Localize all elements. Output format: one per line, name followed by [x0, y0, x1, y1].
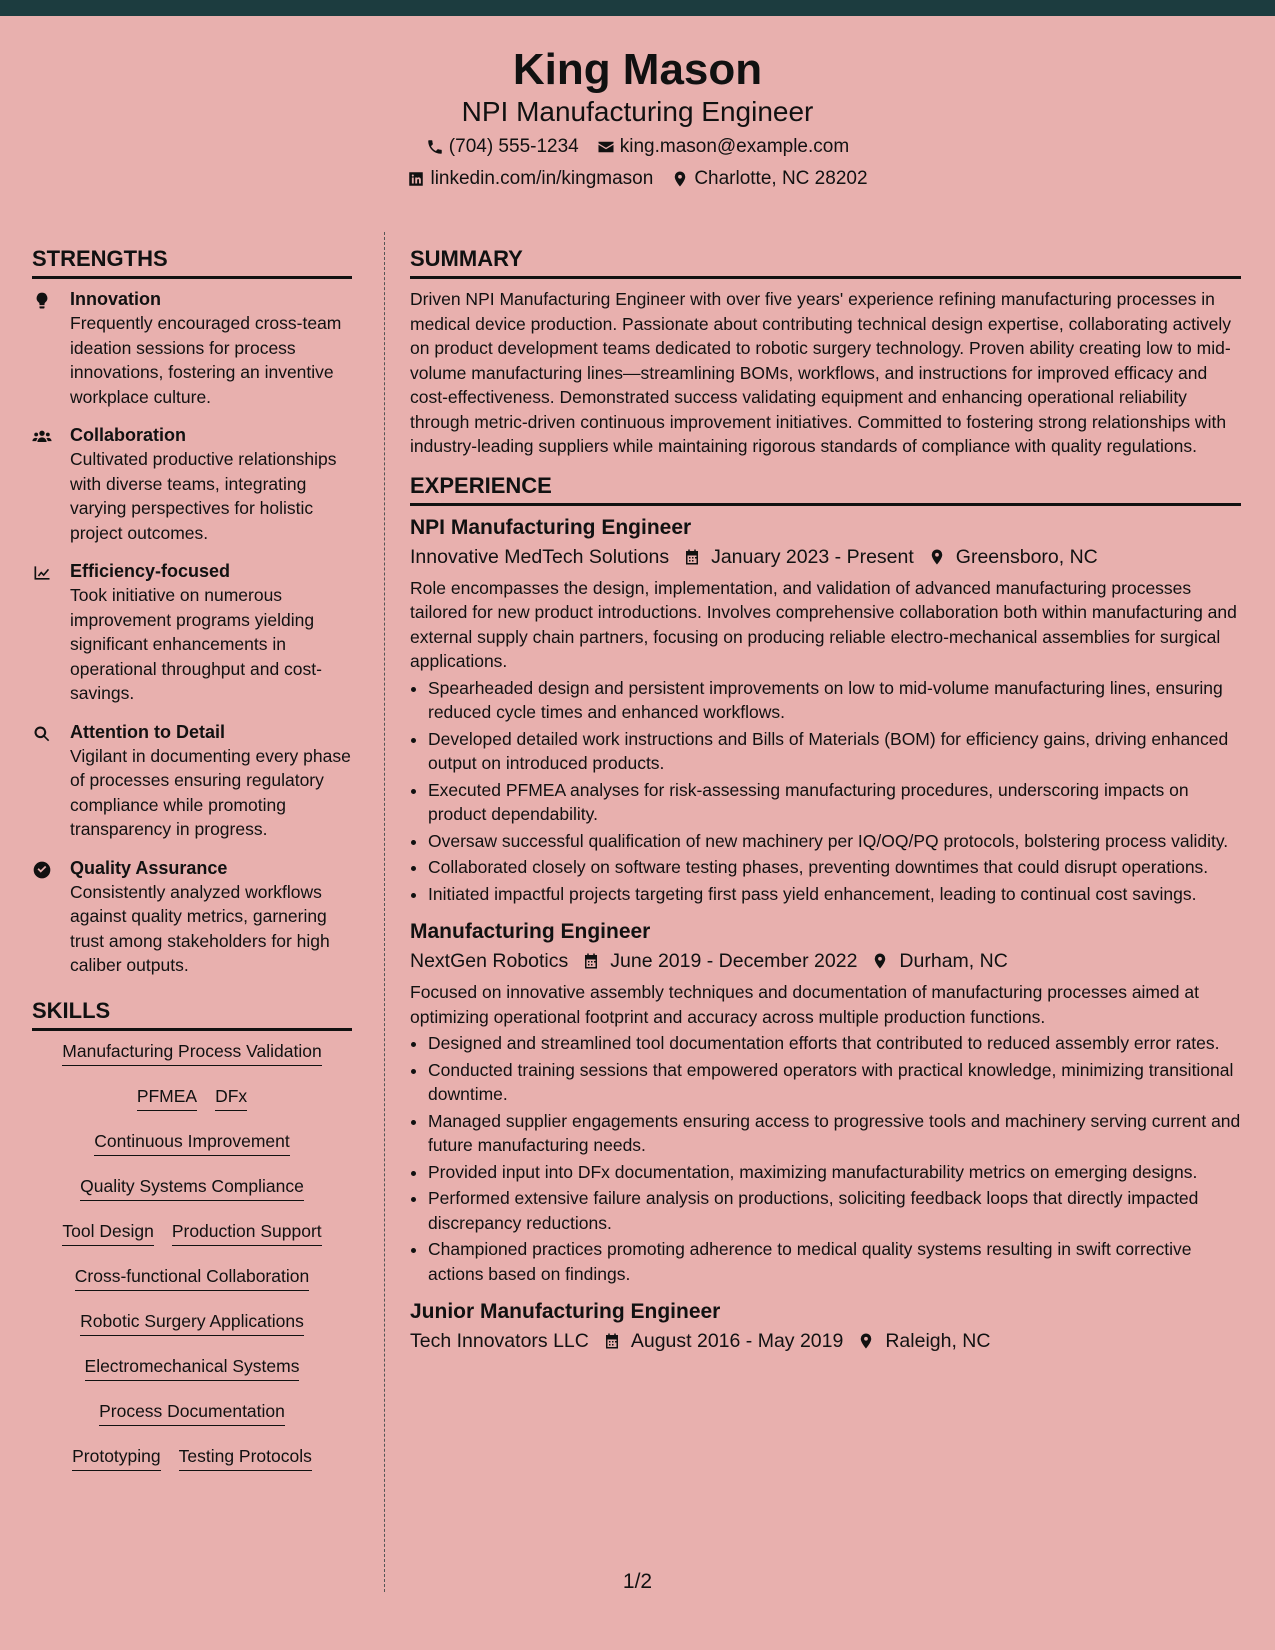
job-bullets	[410, 676, 1241, 907]
calendar-icon	[683, 548, 701, 566]
job-location	[928, 542, 1098, 572]
strength-description: Cultivated productive relationships with diverse teams, integrating varying perspectives for holistic project outcomes.	[70, 449, 337, 543]
strength-item	[32, 287, 352, 409]
skills-heading: SKILLS	[32, 996, 352, 1031]
lightbulb-icon	[32, 291, 52, 311]
date-range: June 2019 - December 2022	[610, 950, 858, 972]
job-description: Role encompasses the design, implementation, and validation of advanced manufacturing processes tailored for new product introductions. Involves comprehensive collaboration both within manufacturing and external supply chain partners, focusing on producing reliable electro-mechanical assemblies for surgical applications.	[410, 577, 1237, 671]
skill-tag: Production Support	[172, 1219, 322, 1246]
company-name: Tech Innovators LLC	[410, 1330, 589, 1352]
phone-number: (704) 555-1234	[448, 136, 579, 157]
skill-row	[32, 1219, 352, 1264]
experience-heading: EXPERIENCE	[410, 471, 1241, 506]
skill-row	[32, 1399, 352, 1444]
skill-row	[32, 1174, 352, 1219]
summary-text: Driven NPI Manufacturing Engineer with over five years' experience refining manufacturing processes in medical device production. Passionate about contributing technical design expertise, collaborating actively on product development teams dedicated to robotic surgery technology. Proven ability creating low to mid-volume manufacturing lines—streamlining BOMs, workflows, and instructions for improved efficacy and cost-effectiveness. Demonstrated success validating equipment and enhancing operational reliability through metric-driven continuous improvement initiatives. Committed to fostering strong relationships with industry-leading suppliers while maintaining rigorous standards of compliance with quality regulations.	[410, 289, 1232, 456]
strength-item	[32, 856, 352, 978]
skill-tag: Testing Protocols	[179, 1444, 312, 1471]
job-meta	[410, 1326, 1241, 1356]
job-title: NPI Manufacturing Engineer	[410, 515, 692, 539]
skill-row	[32, 1084, 352, 1129]
location-text: Greensboro, NC	[955, 545, 1098, 568]
bullet-item: • Performed extensive failure analysis on productions, soliciting feedback loops that directly impacted discrepancy reductions.	[428, 1186, 1241, 1235]
date-range: January 2023 - Present	[711, 545, 914, 568]
skill-tag: Robotic Surgery Applications	[80, 1309, 304, 1336]
skill-tag: DFx	[215, 1084, 247, 1111]
bullet-item: • Championed practices promoting adherence to medical quality systems resulting in swift corrective actions based on findings.	[428, 1237, 1241, 1286]
location-contact	[671, 166, 867, 192]
strength-title: Innovation	[70, 289, 161, 309]
right-column	[410, 244, 1241, 1368]
skills-list	[32, 1039, 352, 1489]
bullet-item: • Initiated impactful projects targeting first pass yield enhancement, leading to continual cost savings.	[428, 882, 1241, 907]
skill-tag: Prototyping	[72, 1444, 161, 1471]
calendar-icon	[603, 1332, 621, 1350]
skill-tag: Process Documentation	[99, 1399, 285, 1426]
strength-description: Took initiative on numerous improvement programs yielding significant enhancements in operational throughput and cost-savings.	[70, 585, 322, 703]
skill-tag: PFMEA	[137, 1084, 197, 1111]
strength-title: Quality Assurance	[70, 857, 228, 878]
map-pin-icon	[928, 548, 946, 566]
chart-line-icon	[32, 563, 52, 583]
experience-entry	[410, 1298, 1241, 1356]
candidate-name: King Mason	[512, 45, 763, 94]
map-pin-icon	[671, 170, 689, 188]
bullet-item: • Executed PFMEA analyses for risk-assessing manufacturing procedures, underscoring impacts on product dependability.	[428, 778, 1241, 827]
experience-entry	[410, 918, 1241, 1286]
skill-tag: Manufacturing Process Validation	[62, 1039, 321, 1066]
strength-item	[32, 559, 352, 706]
skill-row	[32, 1039, 352, 1084]
company-name: NextGen Robotics	[410, 950, 569, 972]
skill-row	[32, 1444, 352, 1489]
company-name: Innovative MedTech Solutions	[410, 545, 670, 568]
search-icon	[32, 724, 52, 744]
bullet-item: • Spearheaded design and persistent improvements on low to mid-volume manufacturing lines, ensuring reduced cycle times and enhanced workflows.	[428, 676, 1241, 725]
strength-description: Vigilant in documenting every phase of processes ensuring regulatory compliance while promoting transparency in progress.	[70, 745, 351, 839]
job-dates	[582, 946, 857, 976]
email-address[interactable]: king.mason@example.com	[619, 136, 850, 157]
location-text: Durham, NC	[899, 950, 1008, 972]
linkedin-url[interactable]: linkedin.com/in/kingmason	[430, 168, 654, 189]
job-meta	[410, 946, 1241, 976]
strength-item	[32, 423, 352, 545]
column-divider	[384, 232, 385, 1592]
skill-tag: Continuous Improvement	[94, 1129, 290, 1156]
skill-tag: Tool Design	[62, 1219, 153, 1246]
envelope-icon	[597, 138, 615, 156]
job-meta	[410, 542, 1241, 572]
strength-description: Consistently analyzed workflows against quality metrics, garnering trust among stakeholders for high caliber outputs.	[70, 881, 330, 975]
strengths-heading: STRENGTHS	[32, 244, 352, 279]
skill-row	[32, 1129, 352, 1174]
job-location	[857, 1326, 990, 1356]
job-dates	[683, 542, 914, 572]
bullet-item: • Conducted training sessions that empowered operators with practical knowledge, minimizing transitional downtime.	[428, 1058, 1241, 1107]
job-description: Focused on innovative assembly techniques and documentation of manufacturing processes aimed at optimizing operational footprint and accuracy across multiple production functions.	[410, 982, 1199, 1027]
summary-heading: SUMMARY	[410, 244, 1241, 279]
strength-title: Collaboration	[70, 425, 186, 445]
job-title: Junior Manufacturing Engineer	[410, 1300, 721, 1323]
check-circle-icon	[32, 860, 52, 880]
page-number: 1/2	[622, 1570, 653, 1593]
map-pin-icon	[857, 1332, 875, 1350]
bullet-item: • Collaborated closely on software testing phases, preventing downtimes that could disrupt operations.	[428, 855, 1241, 880]
job-dates	[603, 1326, 843, 1356]
experience-entry	[410, 514, 1241, 907]
contact-row-1	[0, 134, 1275, 160]
job-bullets	[410, 1031, 1241, 1286]
phone-contact	[426, 134, 579, 160]
skill-row	[32, 1264, 352, 1309]
strength-description: Frequently encouraged cross-team ideation sessions for process innovations, fostering an inventive workplace culture.	[70, 313, 342, 407]
bullet-item: • Provided input into DFx documentation, maximizing manufacturability metrics on emerging designs.	[428, 1160, 1241, 1185]
top-color-bar	[0, 0, 1275, 16]
bullet-item: • Developed detailed work instructions and Bills of Materials (BOM) for efficiency gains, driving enhanced output on introduced products.	[428, 727, 1241, 776]
bullet-item: • Designed and streamlined tool documentation efforts that contributed to reduced assembly error rates.	[428, 1031, 1241, 1056]
job-location	[871, 946, 1007, 976]
phone-icon	[426, 138, 444, 156]
email-contact[interactable]	[597, 134, 849, 160]
bullet-item: • Oversaw successful qualification of new machinery per IQ/OQ/PQ protocols, bolstering process validity.	[428, 829, 1241, 854]
users-icon	[32, 427, 52, 447]
calendar-icon	[582, 952, 600, 970]
bullet-item: • Managed supplier engagements ensuring access to progressive tools and machinery serving current and future manufacturing needs.	[428, 1109, 1241, 1158]
skill-tag: Electromechanical Systems	[85, 1354, 300, 1381]
linkedin-icon	[407, 170, 425, 188]
resume-header	[0, 16, 1275, 204]
contact-row-2	[0, 166, 1275, 192]
skill-tag: Cross-functional Collaboration	[75, 1264, 309, 1291]
strength-title: Attention to Detail	[70, 721, 225, 742]
linkedin-contact[interactable]	[407, 166, 653, 192]
job-title: Manufacturing Engineer	[410, 920, 651, 943]
strength-title: Efficiency-focused	[70, 561, 231, 581]
strength-item	[32, 720, 352, 842]
skill-row	[32, 1309, 352, 1354]
left-column	[32, 244, 352, 1489]
date-range: August 2016 - May 2019	[630, 1330, 844, 1352]
map-pin-icon	[871, 952, 889, 970]
skill-tag: Quality Systems Compliance	[80, 1174, 304, 1201]
location-text: Raleigh, NC	[885, 1330, 991, 1352]
location-text: Charlotte, NC 28202	[694, 168, 868, 189]
candidate-title: NPI Manufacturing Engineer	[461, 96, 814, 127]
skill-row	[32, 1354, 352, 1399]
